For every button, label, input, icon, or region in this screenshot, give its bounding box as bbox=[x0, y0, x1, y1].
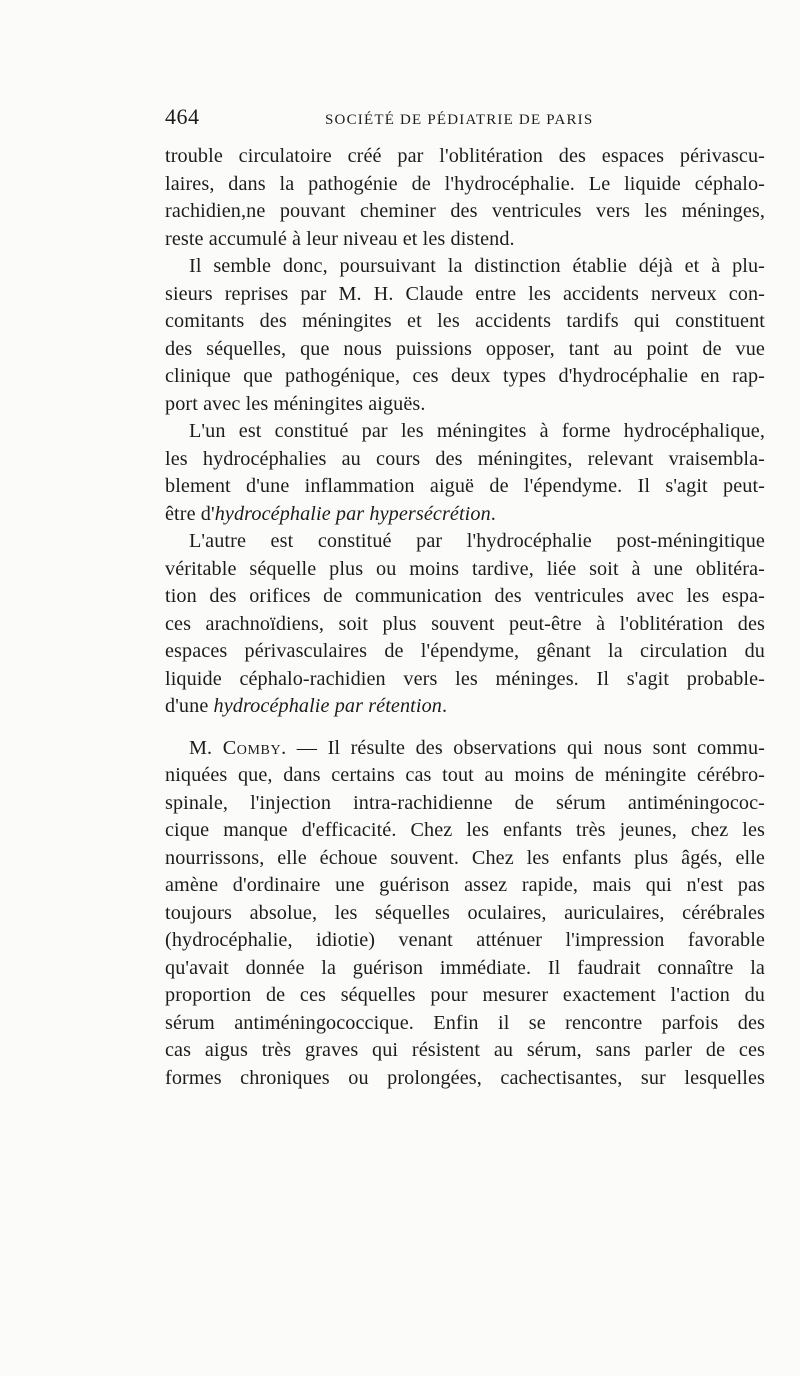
body-text bbox=[165, 143, 765, 1092]
text-line: clinique que pathogénique, ces deux types d'hydrocéphalie en rap- bbox=[165, 365, 765, 387]
text-line bbox=[165, 735, 765, 763]
text-run: . bbox=[441, 695, 448, 717]
text-line: laires, dans la pathogénie de l'hydrocéphalie. Le liquide céphalo- bbox=[165, 172, 765, 195]
text-line: formes chroniques ou prolongées, cachectisantes, sur lesquelles bbox=[165, 1066, 765, 1089]
text-line: amène d'ordinaire une guérison assez rapide, mais qui n'est pas bbox=[165, 874, 765, 896]
text-line: comitants des méningites et les accidents tardifs qui constituent bbox=[165, 310, 765, 332]
paragraph-5 bbox=[165, 735, 765, 1093]
text-line: cas aigus très graves qui résistent au sérum, sans parler de ces bbox=[165, 1039, 765, 1061]
text-line: trouble circulatoire créé par l'oblitération des espaces périvascu- bbox=[165, 145, 765, 167]
paragraph-4 bbox=[165, 528, 765, 721]
paragraph-gap bbox=[165, 721, 765, 735]
text-line: (hydrocéphalie, idiotie) venant atténuer l'impression favorable bbox=[165, 929, 765, 951]
text-line: toujours absolue, les séquelles oculaires, auriculaires, cérébrales bbox=[165, 901, 765, 924]
paragraph-3 bbox=[165, 418, 765, 528]
text-line: sérum antiméningococcique. Enfin il se rencontre parfois des bbox=[165, 1011, 765, 1034]
text-line: tion des orifices de communication des ventricules avec les espa- bbox=[165, 585, 765, 607]
text-run: être d' bbox=[165, 502, 215, 525]
text-line: ces arachnoïdiens, soit plus souvent peut-être à l'oblitération des bbox=[165, 612, 765, 635]
speaker-separator: . — bbox=[281, 736, 328, 759]
paragraph-1 bbox=[165, 143, 765, 253]
running-title: SOCIÉTÉ DE PÉDIATRIE DE PARIS bbox=[325, 112, 594, 128]
text-line: L'un est constitué par les méningites à forme hydrocéphalique, bbox=[189, 420, 765, 442]
text-run: Il résulte des observations qui nous sont commu- bbox=[327, 736, 766, 759]
paragraph-2 bbox=[165, 253, 765, 418]
text-line: qu'avait donnée la guérison immédiate. Il faudrait connaître la bbox=[165, 956, 765, 979]
text-line: sieurs reprises par M. H. Claude entre les accidents nerveux con- bbox=[165, 282, 765, 305]
text-line: L'autre est constitué par l'hydrocéphalie post-méningitique bbox=[189, 530, 765, 552]
text-line bbox=[165, 501, 765, 529]
text-line: rachidien,ne pouvant cheminer des ventricules vers les méninges, bbox=[165, 200, 765, 222]
page-number: 464 bbox=[165, 104, 200, 129]
text-line: véritable séquelle plus ou moins tardive, liée soit à une oblitéra- bbox=[165, 557, 765, 580]
text-line: nourrissons, elle échoue souvent. Chez les enfants plus âgés, elle bbox=[165, 846, 765, 869]
text-line: blement d'une inflammation aiguë de l'épendyme. Il s'agit peut- bbox=[165, 475, 765, 497]
italic-term: hydrocéphalie par rétention bbox=[213, 695, 442, 717]
text-line: espaces périvasculaires de l'épendyme, gênant la circulation du bbox=[165, 640, 765, 662]
speaker-name: Comby bbox=[222, 736, 282, 759]
text-line: niquées que, dans certains cas tout au moins de méningite cérébro- bbox=[165, 764, 765, 786]
speaker-prefix: M. bbox=[189, 736, 223, 759]
italic-term: hydrocéphalie par hypersécrétion bbox=[214, 502, 491, 525]
text-line: liquide céphalo-rachidien vers les méninges. Il s'agit probable- bbox=[165, 667, 765, 690]
text-line: spinale, l'injection intra-rachidienne de sérum antiméningococ- bbox=[165, 791, 765, 814]
text-run: d'une bbox=[165, 695, 214, 717]
text-line: port avec les méningites aiguës. bbox=[165, 392, 426, 415]
text-line bbox=[165, 693, 765, 721]
text-run: . bbox=[490, 502, 496, 525]
text-line: Il semble donc, poursuivant la distinction établie déjà et à plu- bbox=[189, 255, 765, 277]
text-line: les hydrocéphalies au cours des méningites, relevant vraisembla- bbox=[165, 447, 765, 470]
text-line: reste accumulé à leur niveau et les distend. bbox=[165, 227, 515, 250]
text-line: cique manque d'efficacité. Chez les enfants très jeunes, chez les bbox=[165, 819, 765, 841]
page-header bbox=[165, 100, 765, 136]
text-line: des séquelles, que nous puissions opposer, tant au point de vue bbox=[165, 337, 765, 360]
text-line: proportion de ces séquelles pour mesurer exactement l'action du bbox=[165, 984, 765, 1006]
